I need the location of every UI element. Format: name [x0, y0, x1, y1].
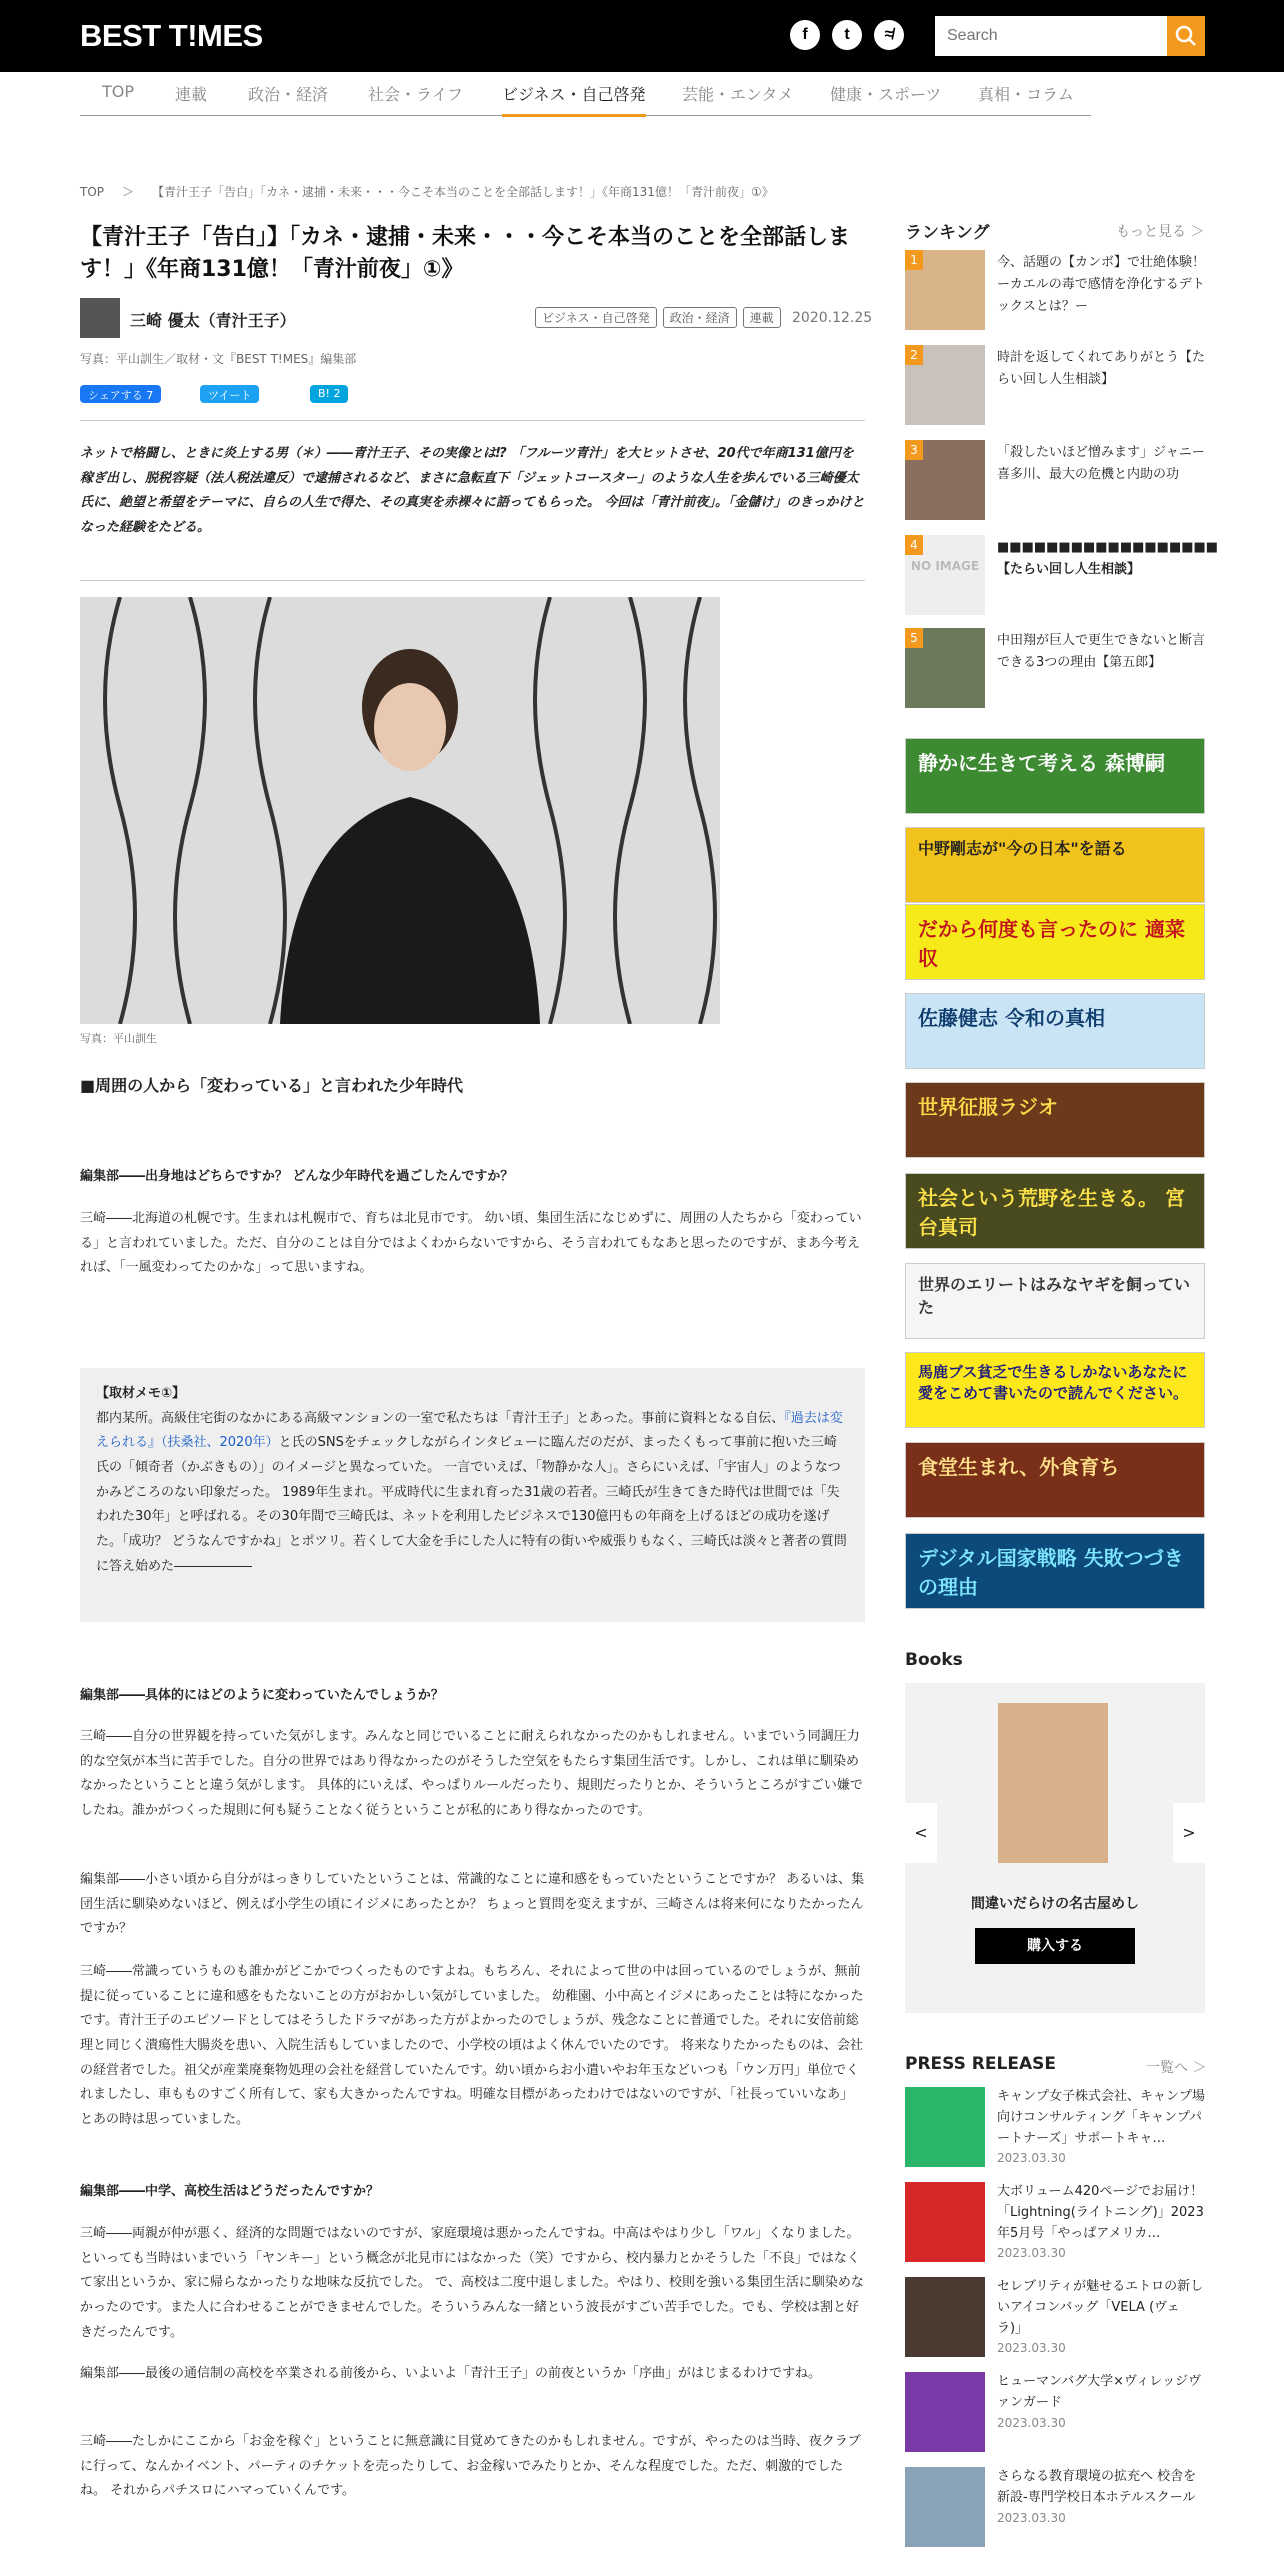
twitter-icon[interactable]: t [832, 20, 862, 50]
rss-icon[interactable]: ≉ [874, 20, 904, 50]
divider [80, 420, 865, 421]
press-title[interactable]: キャンプ女子株式会社、キャンプ場向けコンサルティング「キャンプパートナーズ」サポートキャ… [997, 2089, 1206, 2146]
article-title: 【青汁王子「告白」】「カネ・逮捕・未来・・・今こそ本当のことを全部話します！」《年商131億！「青汁前夜」①》 [80, 225, 851, 282]
search-button[interactable] [1167, 16, 1205, 56]
ranking-title-text[interactable]: 今、話題の【カンボ】で壮絶体験！ーカエルの毒で感情を浄化するデトックスとは？ー [997, 255, 1206, 315]
answer-2: 三崎――自分の世界観を持っていた気がします。みんなと同じでいることに耐えられなかったのかもしれません。いまでいう同調圧力的な空気が本当に苦手でした。自分の世界ではあり得なかったのがそうした空気をもたらす集団生活です。しかし、これは単に馴染めなかったということと違う気がします。 具体的にいえば、やっぱりルールだったり、規則だったりとか、そういうところがすごい嫌でしたね。誰かがつくった規則に何も疑うことなく従うということが私的にあり得なかったのです。 [80, 1729, 863, 1819]
press-date: 2023.03.30 [997, 2510, 1066, 2525]
press-title[interactable]: セレブリティが魅せるエトロの新しいアイコンバッグ「VELA (ヴェラ)」 [997, 2279, 1204, 2336]
question-4: 編集部――中学、高校生活はどうだったんですか？ [80, 2184, 380, 2199]
breadcrumb-top[interactable]: TOP [80, 185, 105, 199]
press-title[interactable]: ヒューマンバグ大学×ヴィレッジヴァンガード [997, 2374, 1202, 2410]
section-heading: ■周囲の人から「変わっている」と言われた少年時代 [80, 1076, 463, 1095]
banner-bakabusu[interactable]: 馬鹿ブス貧乏で生きるしかないあなたに愛をこめて書いたので読んでください。 [905, 1352, 1205, 1428]
press-date: 2023.03.30 [997, 2151, 1066, 2166]
banner-yagi[interactable]: 世界のエリートはみなヤギを飼っていた [905, 1263, 1205, 1339]
carousel-next-button[interactable]: > [1173, 1803, 1205, 1863]
question-1: 編集部――出身地はどちらですか？ どんな少年時代を過ごしたんですか？ [80, 1169, 514, 1184]
buy-button[interactable]: 購入する [975, 1928, 1135, 1964]
banner-digital[interactable]: デジタル国家戦略 失敗つづきの理由 [905, 1533, 1205, 1609]
tag-politics[interactable]: 政治・経済 [663, 307, 737, 328]
search-input[interactable] [935, 16, 1167, 56]
books-carousel [905, 1683, 1205, 2013]
tweet-button[interactable]: ツイート [200, 385, 259, 403]
photo-caption: 写真：平山訓生 [80, 1032, 157, 1045]
nav-series[interactable]: 連載 [175, 85, 208, 104]
ranking-item[interactable] [905, 628, 1205, 708]
breadcrumb-current: 【青汁王子「告白」「カネ・逮捕・未来・・・今こそ本当のことを全部話します！」《年商131億！「青汁前夜」①》 [152, 185, 774, 199]
ranking-number: 3 [905, 440, 923, 460]
nav-politics[interactable]: 政治・経済 [248, 85, 329, 104]
facebook-share-button[interactable]: シェアする 7 [80, 385, 161, 403]
press-item[interactable] [905, 2467, 1205, 2547]
article-tags [535, 307, 787, 328]
banner-shokudo[interactable]: 食堂生まれ、外食育ち [905, 1442, 1205, 1518]
main-nav [80, 72, 1091, 116]
press-title[interactable]: 大ボリューム420ページでお届け！「Lightning(ライトニング)」2023年5月号「やっぱアメリカ… [997, 2184, 1204, 2241]
memo-text-rest: と氏のSNSをチェックしながらインタビューに臨んだのだが、まったくもって事前に抱いた三崎氏の「傾奇者（かぶきもの）」のイメージと異なっていた。 一言でいえば、「物静かな人」。さらにいえば、「宇宙人」のようなつかみどころのない印象だった。 1989年生まれ。平成時代に生まれ育った31歳の若者。三崎氏が生きてきた時代は世間では「失われた30年」と呼ばれる。その30年間で三崎氏は、ネットを利用したビジネスで130億円もの年商を上げるほどの成功を遂げた。「成功？ どうなんですかね」とポツリ。若くして大金を手にした人に特有の街いや威張りもなく、三崎氏は淡々と著者の質問に答え始めた―――――― [96, 1435, 847, 1574]
nav-entertainment[interactable]: 芸能・エンタメ [682, 85, 794, 104]
press-thumbnail[interactable] [905, 2372, 985, 2452]
tag-series[interactable]: 連載 [743, 307, 781, 328]
book-cover[interactable] [998, 1703, 1108, 1863]
breadcrumb [80, 183, 792, 200]
press-title[interactable]: さらなる教育環境の拡充へ 校舎を新設‐専門学校日本ホテルスクール [997, 2469, 1197, 2505]
interview-memo [80, 1368, 865, 1622]
article-credit: 写真：平山訓生／取材・文『BEST T!MES』編集部 [80, 352, 357, 366]
ranking-item[interactable] [905, 250, 1205, 330]
memo-book-link[interactable]: 『過去は変えられる』（扶桑社、2020年） [96, 1410, 843, 1451]
site-logo[interactable]: BEST T!MES [80, 18, 263, 53]
article-lead: ネットで格闘し、ときに炎上する男（＊）――青汁王子、その実像とは⁉ 「フルーツ青汁」を大ヒットさせ、20代で年商131億円を稼ぎ出し、脱税容疑（法人税法違反）で逮捕されるなど、まさに急転直下「ジェットコースター」のような人生を歩んでいる三崎優太氏に、絶望と希望をテーマに、自らの人生で得た、その真実を赤裸々に語ってもらった。 今回は「青汁前夜」。「金儲け」のきっかけとなった経験をたどる。 [80, 446, 865, 536]
no-image-placeholder[interactable]: NO IMAGE [905, 535, 985, 615]
question-3: 編集部――小さい頃から自分がはっきりしていたということは、常識的なことに違和感をもっていたということですか？ あるいは、集団生活に馴染めないほど、例えば小学生の頃にイジメにあったとか？ ちょっと質問を変えますが、三崎さんは将来何になりたかったんですか？ [80, 1872, 865, 1937]
banner-nakano[interactable]: 中野剛志が"今の日本"を語る [905, 827, 1205, 903]
banner-sato[interactable]: 佐藤健志 令和の真相 [905, 993, 1205, 1069]
question-2: 編集部――具体的にはどのように変わっていたんでしょうか？ [80, 1688, 444, 1703]
press-release-title: PRESS RELEASE [905, 2054, 1056, 2074]
press-item[interactable] [905, 2182, 1205, 2262]
ranking-item[interactable] [905, 535, 1219, 615]
hatena-bookmark-button[interactable]: B! 2 [310, 385, 348, 403]
author-name[interactable]: 三崎 優太（青汁王子） [130, 311, 296, 330]
question-5: 編集部――最後の通信制の高校を卒業される前後から、いよいよ「青汁王子」の前夜というか「序曲」がはじまるわけですね。 [80, 2366, 822, 2381]
ranking-number: 5 [905, 628, 923, 648]
ranking-more-link[interactable]: もっと見る ＞ [1116, 224, 1205, 240]
press-item[interactable] [905, 2087, 1205, 2167]
press-date: 2023.03.30 [997, 2415, 1066, 2430]
answer-5: 三崎――たしかにここから「お金を稼ぐ」ということに無意識に目覚めてきたのかもしれません。ですが、やったのは当時、夜クラブに行って、なんかイベント、パーティのチケットを売ったりして、お金稼いでみたりとか、そんな程度でした。ただ、刺激的でしたね。 それからパチスロにハマっていくんです。 [80, 2434, 861, 2499]
facebook-icon[interactable]: f [790, 20, 820, 50]
answer-4: 三崎――両親が仲が悪く、経済的な問題ではないのですが、家庭環境は悪かったんですね。中高はやはり少し「ワル」くなりました。といっても当時はいまでいう「ヤンキー」という概念が北見市にはなかった（笑）ですから、校内暴力とかそうした「不良」ではなくて家出というか、家に帰らなかったりな地味な反抗でした。 で、高校は二度中退しました。やはり、校則を強いる集団生活に馴染めなかったのです。また人に合わせることができませんでした。そういうみんな一緒という波長がすごい苦手でした。でも、学校は割と好きだったんです。 [80, 2226, 864, 2340]
ranking-item[interactable] [905, 440, 1205, 520]
site-header [0, 0, 1284, 72]
press-more-link[interactable]: 一覧へ ＞ [1146, 2060, 1207, 2076]
ranking-title-text[interactable]: 時計を返してくれてありがとう【たらい回し人生相談】 [997, 350, 1206, 388]
nav-society[interactable]: 社会・ライフ [368, 85, 464, 104]
nav-top[interactable]: TOP [102, 82, 135, 101]
breadcrumb-sep: ＞ [122, 185, 135, 199]
banner-miyadai[interactable]: 社会という荒野を生きる。 宮台真司 [905, 1173, 1205, 1249]
press-date: 2023.03.30 [997, 2341, 1066, 2356]
ranking-number: 2 [905, 345, 923, 365]
memo-title: 【取材メモ①】 [96, 1386, 186, 1401]
press-thumbnail[interactable] [905, 2277, 985, 2357]
answer-3: 三崎――常識っていうものも誰かがどこかでつくったものですよね。もちろん、それによって世の中は回っているのでしょうが、無前提に従っていることに違和感をもたないことの方がおかしい気がしていました。 幼稚園、小中高とイジメにあったことは特になかったです。青汁王子のエピソードとしてはそうしたドラマがあった方がよかったのでしょうが、残念なことに普通でした。それに安倍前総理と同じく潰瘍性大腸炎を患い、入院生活もしていましたので、小学校の頃はよく休んでいたのです。 将来なりたかったものは、会社の経営者でした。祖父が産業廃棄物処理の会社を経営していたんです。幼い頃からお小遣いやお年玉などいつも「ウン万円」単位でくれましたし、車もものすごく所有して、家も大きかったんですね。明確な目標があったわけではないのですが、「社長っていいなあ」とあの時は思っていました。 [80, 1964, 864, 2128]
banner-tekina[interactable]: だから何度も言ったのに 適菜収 [905, 904, 1205, 980]
memo-text: 都内某所。高級住宅街のなかにある高級マンションの一室で私たちは「青汁王子」とあった。事前に資料となる自伝、 [96, 1410, 785, 1426]
banner-shizuka[interactable]: 静かに生きて考える 森博嗣 [905, 738, 1205, 814]
article-date: 2020.12.25 [792, 310, 873, 326]
answer-1: 三崎――北海道の札幌です。生まれは札幌市で、育ちは北見市です。 幼い頃、集団生活になじめずに、周囲の人たちから「変わっている」と言われていました。ただ、自分のことは自分ではよくわからないですから、そう言われてもなあと思ったのですが、まあ今考えれば、「一風変わってたのかな」って思いますね。 [80, 1211, 862, 1276]
press-thumbnail[interactable] [905, 2087, 985, 2167]
press-item[interactable] [905, 2372, 1205, 2452]
ranking-title-text[interactable]: ■■■■■■■■■■■■■■■■■■【たらい回し人生相談】 [997, 540, 1219, 578]
search-icon [1167, 16, 1205, 56]
article-photo [80, 597, 720, 1024]
banner-radio[interactable]: 世界征服ラジオ [905, 1082, 1205, 1158]
ranking-number: 4 [905, 535, 923, 555]
ranking-title-text[interactable]: 「殺したいほど憎みます」ジャニー喜多川、最大の危機と内助の功 [997, 445, 1205, 483]
press-thumbnail[interactable] [905, 2182, 985, 2262]
ranking-title: ランキング [905, 223, 990, 243]
ranking-number: 1 [905, 250, 923, 270]
book-title[interactable]: 間違いだらけの名古屋めし [971, 1896, 1139, 1912]
ranking-title-text[interactable]: 中田翔が巨人で更生できないと断言できる3つの理由【第五郎】 [997, 633, 1206, 671]
nav-business[interactable]: ビジネス・自己啓発 [502, 82, 646, 117]
author-avatar[interactable] [80, 298, 120, 338]
carousel-prev-button[interactable]: < [905, 1803, 937, 1863]
press-item[interactable] [905, 2277, 1205, 2357]
divider [80, 580, 865, 581]
books-title: Books [905, 1650, 963, 1670]
nav-column[interactable]: 真相・コラム [978, 85, 1074, 104]
ranking-item[interactable] [905, 345, 1205, 425]
tag-business[interactable]: ビジネス・自己啓発 [535, 307, 657, 328]
press-date: 2023.03.30 [997, 2246, 1066, 2261]
press-thumbnail[interactable] [905, 2467, 985, 2547]
nav-health[interactable]: 健康・スポーツ [830, 85, 942, 104]
